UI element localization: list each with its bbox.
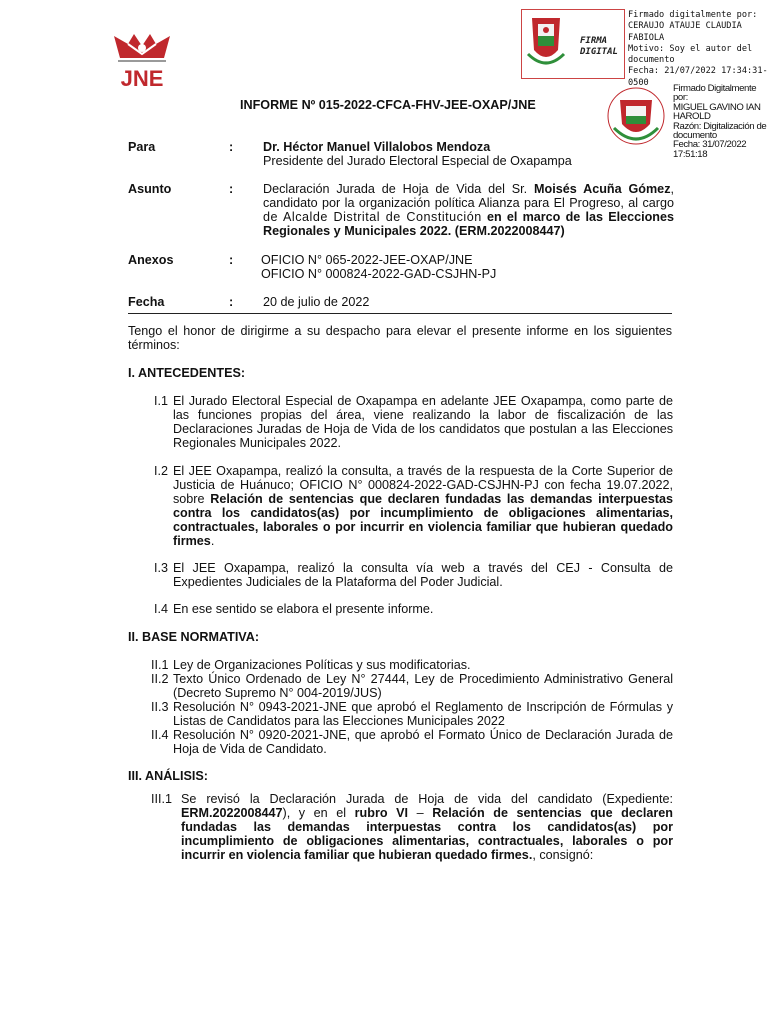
asunto-line: de Alcalde Distrital de Constitución en el marco de las Elecciones bbox=[263, 210, 674, 224]
item-number: II.2 bbox=[151, 672, 169, 686]
sig1-line: FABIOLA bbox=[628, 32, 665, 43]
item-line: sobre Relación de sentencias que declaren fundadas las demandas interpuestas bbox=[173, 492, 673, 506]
item-line: Ley de Organizaciones Políticas y sus modificatorias. bbox=[173, 658, 471, 672]
item-number: I.3 bbox=[154, 561, 169, 575]
firma-digital-seal bbox=[521, 9, 625, 79]
para-name: Dr. Héctor Manuel Villalobos Mendoza bbox=[263, 140, 491, 154]
para-label: Para bbox=[128, 140, 156, 154]
item-line: ERM.2022008447), y en el rubro VI – Relación de sentencias que declaren bbox=[181, 806, 673, 820]
sig2-line: documento bbox=[673, 130, 717, 142]
jne-emblem-icon bbox=[104, 30, 180, 92]
peru-seal bbox=[606, 84, 666, 148]
sig1-line: Firmado digitalmente por: bbox=[628, 10, 758, 20]
item-line: El JEE Oxapampa, realizó la consulta, a través de la respuesta de la Corte Superior de bbox=[173, 464, 673, 478]
document-title: INFORME Nº 015-2022-CFCA-FHV-JEE-OXAP/JNE bbox=[240, 98, 536, 112]
section-heading: III. ANÁLISIS: bbox=[128, 769, 208, 783]
item-line: Se revisó la Declaración Jurada de Hoja de vida del candidato (Expediente: bbox=[181, 792, 673, 806]
sig1-line: documento bbox=[628, 55, 675, 66]
item-number: I.1 bbox=[154, 394, 169, 408]
colon: : bbox=[229, 182, 234, 196]
sig1-line: Motivo: Soy el autor del bbox=[628, 43, 753, 54]
sig2-line: HAROLD bbox=[673, 111, 711, 123]
fecha-label: Fecha bbox=[128, 295, 165, 309]
item-line: Declaraciones Juradas de Hoja de Vida de los candidatos que postulan a las Elecciones bbox=[173, 422, 673, 436]
item-number: I.2 bbox=[154, 464, 169, 478]
section-heading: II. BASE NORMATIVA: bbox=[128, 630, 260, 644]
para-role: Presidente del Jurado Electoral Especial de Oxapampa bbox=[263, 154, 572, 168]
item-line: Expedientes Judiciales de la Plataforma del Poder Judicial. bbox=[173, 575, 503, 589]
item-number: II.1 bbox=[151, 658, 169, 672]
svg-text:JNE: JNE bbox=[120, 66, 164, 91]
item-line: Texto Único Ordenado de Ley N° 27444, Ley de Procedimiento Administrativo General bbox=[173, 672, 673, 686]
sig1-line: CERAUJO ATAUJE CLAUDIA bbox=[628, 21, 742, 32]
signature2-info bbox=[673, 84, 768, 159]
jne-logo bbox=[104, 30, 180, 100]
item-line: contra los candidatos(as) por incumplimiento de obligaciones alimentarias, bbox=[173, 506, 673, 520]
item-line: contractuales, laborales o por incurrir en violencia familiar que hubieran quedado bbox=[173, 520, 673, 534]
firma-label: FIRMA bbox=[580, 36, 608, 46]
item-line: (Decreto Supremo N° 004-2019/JUS) bbox=[173, 686, 382, 700]
fecha-value: 20 de julio de 2022 bbox=[263, 295, 370, 309]
colon: : bbox=[229, 253, 234, 267]
item-number: I.4 bbox=[154, 602, 169, 616]
signature1-info bbox=[628, 10, 768, 89]
item-line: incumplimiento de obligaciones alimentarias, contractuales, laborales o por bbox=[181, 834, 673, 848]
colon: : bbox=[229, 140, 234, 154]
item-number: II.3 bbox=[151, 700, 169, 714]
sig2-line: 17:51:18 bbox=[673, 148, 708, 160]
sig2-line: Fecha: 31/07/2022 bbox=[673, 139, 747, 151]
colon: : bbox=[229, 295, 234, 309]
item-line: Resolución N° 0920-2021-JNE, que aprobó el Formato Único de Declaración Jurada de bbox=[173, 728, 673, 742]
asunto-line: Regionales y Municipales 2022. (ERM.2022008447) bbox=[263, 224, 565, 238]
intro-line: términos: bbox=[128, 338, 180, 352]
item-line: fundadas las demandas interpuestas contra los candidatos(as) por bbox=[181, 820, 673, 834]
item-line: Hoja de Vida de Candidato. bbox=[173, 742, 327, 756]
item-number: II.4 bbox=[151, 728, 169, 742]
asunto-line: candidato por la organización política Alianza para El Progreso, al cargo bbox=[263, 196, 674, 210]
peru-shield-icon bbox=[606, 84, 666, 148]
sig2-line: MIGUEL GAVINO IAN bbox=[673, 101, 761, 113]
sig2-line: Razón: Digitalización de bbox=[673, 120, 767, 132]
anexos-label: Anexos bbox=[128, 253, 174, 267]
intro-line: Tengo el honor de dirigirme a su despacho para elevar el presente informe en los siguientes bbox=[128, 324, 672, 338]
anexo-item: OFICIO N° 065-2022-JEE-OXAP/JNE bbox=[261, 253, 473, 267]
item-line: Listas de Candidatos para las Elecciones Municipales 2022 bbox=[173, 714, 505, 728]
item-line: El Jurado Electoral Especial de Oxapampa en adelante JEE Oxapampa, como parte de bbox=[173, 394, 673, 408]
anexo-item: OFICIO N° 000824-2022-GAD-CSJHN-PJ bbox=[261, 267, 497, 281]
item-line: las funciones propias del área, viene realizando la labor de fiscalización de las bbox=[173, 408, 673, 422]
item-line: En ese sentido se elabora el presente informe. bbox=[173, 602, 434, 616]
item-line: Justicia de Huánuco; OFICIO N° 000824-2022-GAD-CSJHN-PJ con fecha 19.07.2022, bbox=[173, 478, 673, 492]
item-number: III.1 bbox=[151, 792, 172, 806]
sig2-line: Firmado Digitalmente por: bbox=[673, 83, 757, 104]
asunto-label: Asunto bbox=[128, 182, 172, 196]
item-line: Resolución N° 0943-2021-JNE que aprobó el Reglamento de Inscripción de Fórmulas y bbox=[173, 700, 673, 714]
sig1-line: Fecha: 21/07/2022 17:34:31-0500 bbox=[628, 66, 768, 88]
item-line: Regionales Municipales 2022. bbox=[173, 436, 342, 450]
header-divider bbox=[128, 313, 672, 314]
asunto-line: Declaración Jurada de Hoja de Vida del Sr. Moisés Acuña Gómez, bbox=[263, 182, 674, 196]
item-line: El JEE Oxapampa, realizó la consulta vía web a través del CEJ - Consulta de bbox=[173, 561, 673, 575]
section-heading: I. ANTECEDENTES: bbox=[128, 366, 246, 380]
item-line: firmes. bbox=[173, 534, 215, 548]
digital-label: DIGITAL bbox=[580, 47, 618, 57]
item-line: incurrir en violencia familiar que hubieran quedado firmes., consignó: bbox=[181, 848, 594, 862]
